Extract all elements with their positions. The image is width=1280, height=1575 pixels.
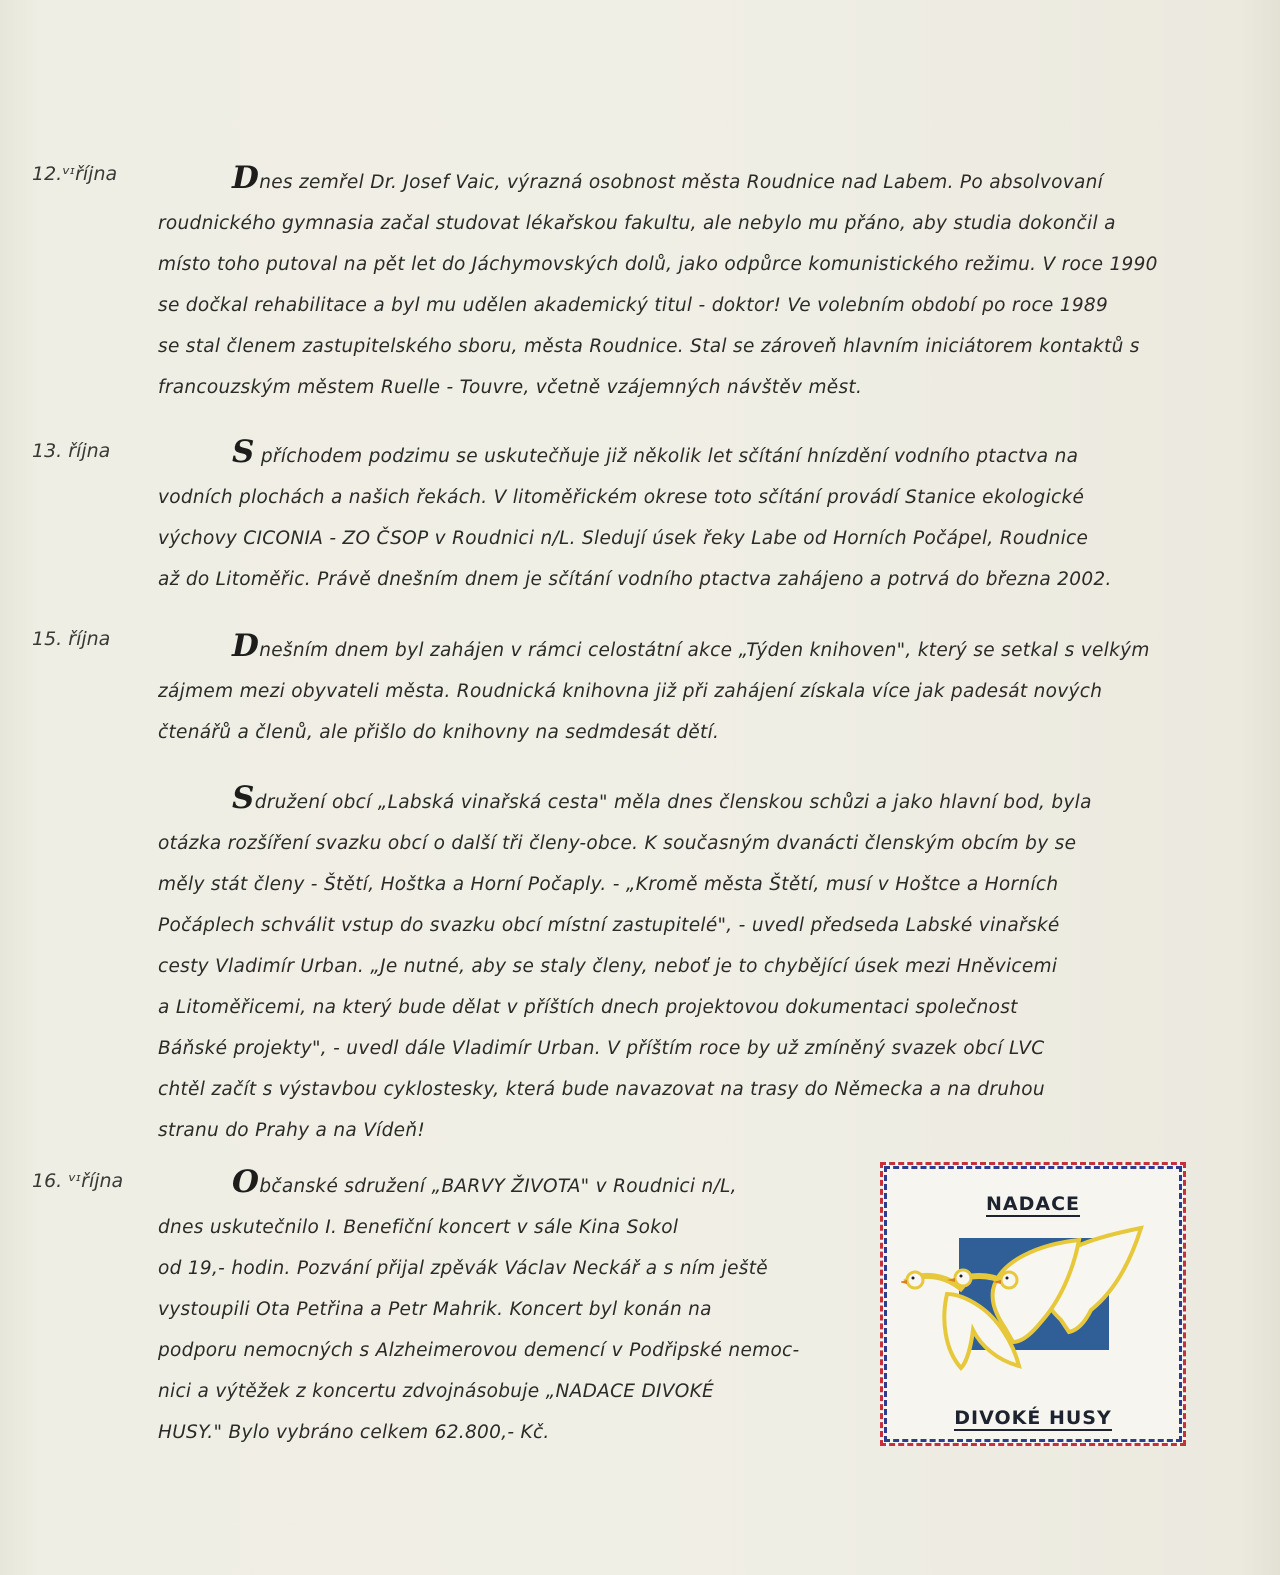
entry-line: nici a výtěžek z koncertu zdvojnásobuje „NADACE DIVOKÉ [158, 1381, 715, 1402]
wild-geese-icon [901, 1220, 1165, 1390]
logo-title-top: NADACE [985, 1193, 1080, 1215]
drop-initial: D [232, 160, 260, 196]
drop-initial: O [232, 1164, 260, 1200]
entry-line: se stal členem zastupitelského sboru, města Roudnice. Stal se zároveň hlavním iniciátorem kontaktů s [158, 336, 1140, 357]
entry-line: zájmem mezi obyvateli města. Roudnická knihovna již při zahájení získala více jak padesát nových [158, 681, 1103, 702]
entry-line: místo toho putoval na pět let do Jáchymovských dolů, jako odpůrce komunistického režimu. V roce 1990 [158, 254, 1158, 275]
entry-paragraph [158, 1162, 848, 1453]
entry-paragraph [158, 432, 1226, 600]
entry-line: Dnešním dnem byl zahájen v rámci celostátní akce „Týden knihoven", který se setkal s velkým [232, 628, 1150, 664]
entry-line: Dnes zemřel Dr. Josef Vaic, výrazná osobnost města Roudnice nad Labem. Po absolvovaní [232, 160, 1104, 196]
entry-paragraph [158, 158, 1226, 408]
entry-paragraph [158, 778, 1226, 1151]
entry-paragraph [158, 626, 1226, 753]
entry-line: Báňské projekty", - uvedl dále Vladimír Urban. V příštím roce by už zmíněný svazek obcí LVC [158, 1038, 1045, 1059]
entry-line: měly stát členy - Štětí, Hoštka a Horní Počaply. - „Kromě města Štětí, musí v Hoštce a Horních [158, 874, 1059, 895]
drop-initial: S [232, 434, 255, 470]
entry-line: francouzským městem Ruelle - Touvre, včetně vzájemných návštěv měst. [158, 377, 863, 398]
entry-line: otázka rozšíření svazku obcí o další tři členy-obce. K současným dvanácti členským obcím by se [158, 833, 1077, 854]
entry-line: a Litoměřicemi, na který bude dělat v příštích dnech projektovou dokumentaci společnost [158, 997, 1018, 1018]
logo-title-bottom: DIVOKÉ HUSY [954, 1407, 1112, 1429]
entry-line: Počáplech schválit vstup do svazku obcí místní zastupitelé", - uvedl předseda Labské vinařské [158, 915, 1060, 936]
entry-line: vystoupili Ota Petřina a Petr Mahrik. Koncert byl konán na [158, 1299, 712, 1320]
entry-line: cesty Vladimír Urban. „Je nutné, aby se staly členy, neboť je to chybějící úsek mezi Hněvicemi [158, 956, 1058, 977]
entry-line: HUSY." Bylo vybráno celkem 62.800,- Kč. [158, 1422, 550, 1443]
entry-line: výchovy CICONIA - ZO ČSOP v Roudnici n/L. Sledují úsek řeky Labe od Horních Počápel, Roudnice [158, 528, 1089, 549]
entry-line: až do Litoměřic. Právě dnešním dnem je sčítání vodního ptactva zahájeno a potrvá do března 2002. [158, 569, 1112, 590]
entry-date: 13. října [32, 440, 111, 462]
entry-line: Občanské sdružení „BARVY ŽIVOTA" v Roudnici n/L, [232, 1164, 737, 1200]
entry-line: roudnického gymnasia začal studovat lékařskou fakultu, ale nebylo mu přáno, aby studia dokončil a [158, 213, 1116, 234]
entry-line: vodních plochách a našich řekách. V litoměřickém okrese toto sčítání provádí Stanice ekologické [158, 487, 1085, 508]
entry-date: 12.ᵛᶦříjna [32, 163, 118, 185]
entry-line: od 19,- hodin. Pozvání přijal zpěvák Václav Neckář a s ním ještě [158, 1258, 768, 1279]
drop-initial: D [232, 628, 260, 664]
nadace-divoke-husy-logo [880, 1162, 1186, 1446]
entry-line: čtenářů a členů, ale přišlo do knihovny na sedmdesát dětí. [158, 722, 720, 743]
entry-line: podporu nemocných s Alzheimerovou demencí v Podřipské nemoc- [158, 1340, 800, 1361]
entry-line: S příchodem podzimu se uskutečňuje již několik let sčítání hnízdění vodního ptactva na [232, 434, 1079, 470]
entry-line: dnes uskutečnilo I. Benefiční koncert v sále Kina Sokol [158, 1217, 679, 1238]
entry-line: stranu do Prahy a na Vídeň! [158, 1120, 426, 1141]
entry-line: chtěl začít s výstavbou cyklostesky, která bude navazovat na trasy do Německa a na druhou [158, 1079, 1045, 1100]
entry-date: 15. října [32, 628, 111, 650]
drop-initial: S [232, 780, 255, 816]
entry-line: se dočkal rehabilitace a byl mu udělen akademický titul - doktor! Ve volebním období po roce 1989 [158, 295, 1109, 316]
entry-line: Sdružení obcí „Labská vinařská cesta" měla dnes členskou schůzi a jako hlavní bod, byla [232, 780, 1092, 816]
entry-date: 16. ᵛᶦříjna [32, 1170, 124, 1192]
